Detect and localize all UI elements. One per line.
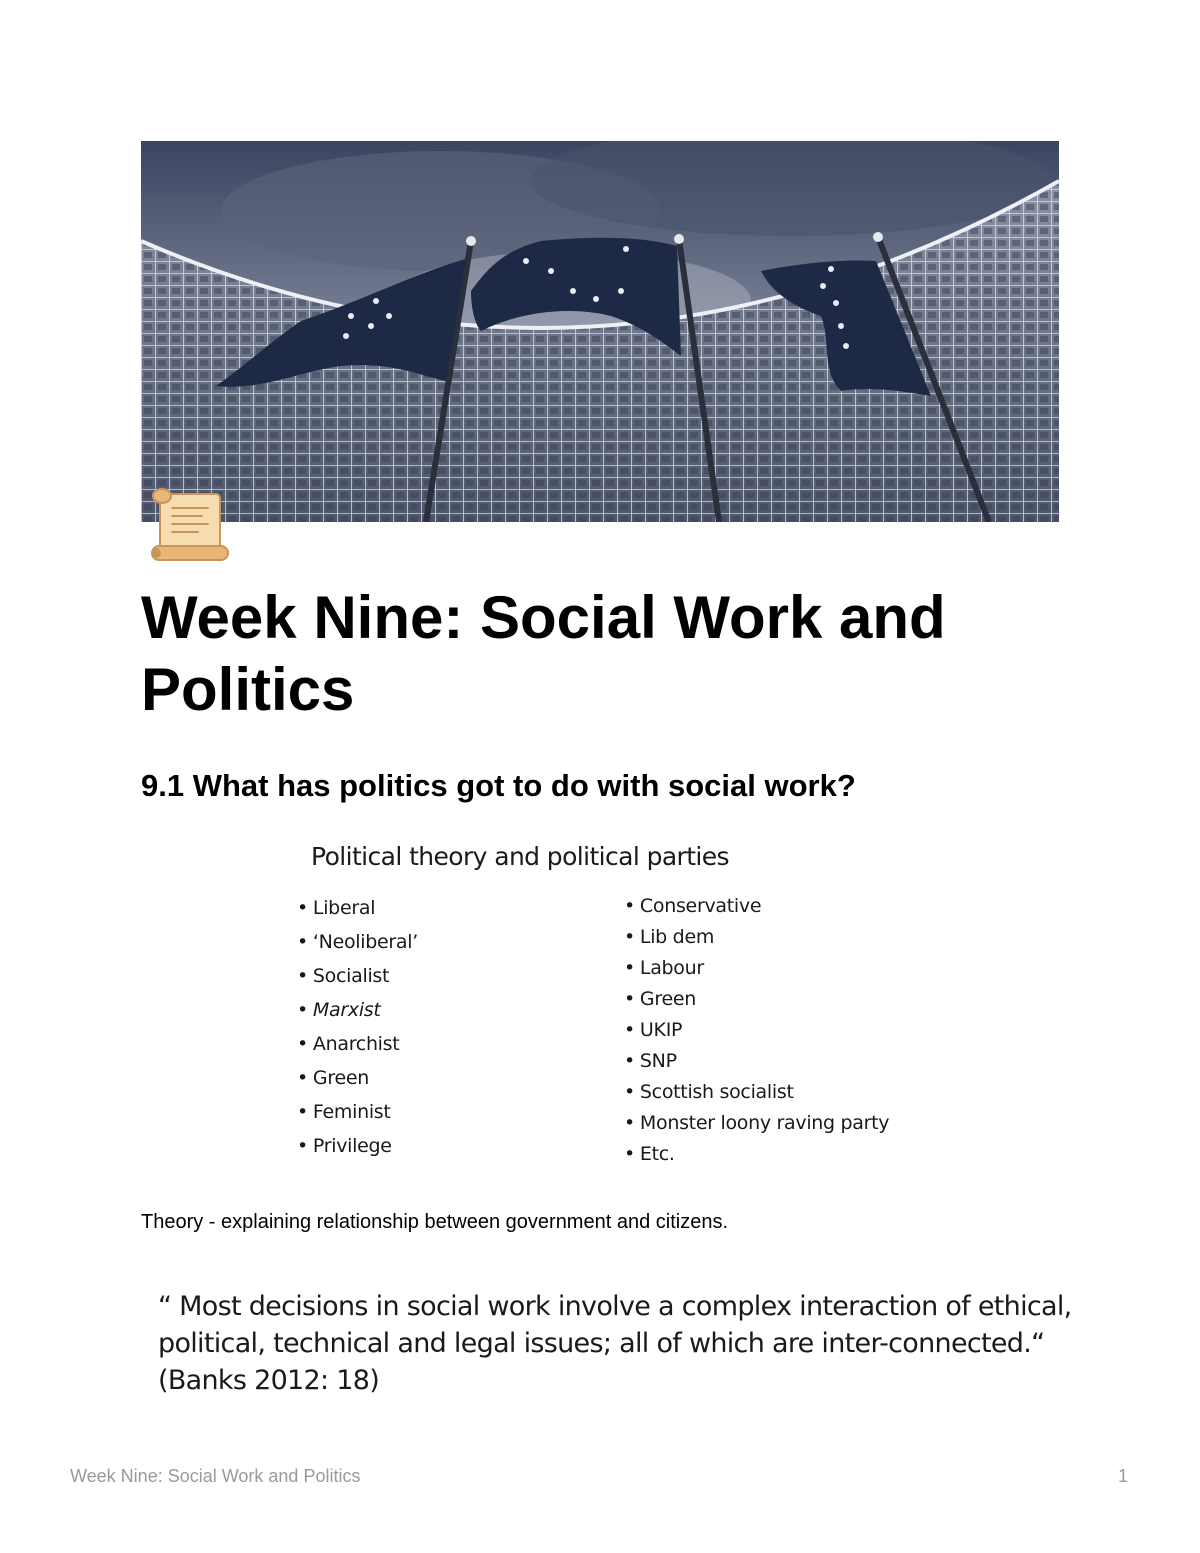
list-item: • UKIP xyxy=(624,1018,889,1049)
list-item: • Conservative xyxy=(624,894,889,925)
list-item: • Privilege xyxy=(297,1134,418,1168)
list-item: • Labour xyxy=(624,956,889,987)
list-item: • Marxist xyxy=(297,998,418,1032)
list-item: • Anarchist xyxy=(297,1032,418,1066)
slide-image xyxy=(295,838,995,1178)
scroll-icon xyxy=(148,486,232,566)
list-item: • Green xyxy=(624,987,889,1018)
list-item: • Etc. xyxy=(624,1142,889,1173)
theory-paragraph: Theory - explaining relationship between government and citizens. xyxy=(141,1211,729,1233)
slide-title: Political theory and political parties xyxy=(311,842,729,871)
section-heading: 9.1 What has politics got to do with social work? xyxy=(141,768,856,803)
quote-image: “ Most decisions in social work involve a complex interaction of ethical, political, technical and legal issues; all of which are inter-connected.“ (Banks 2012: 18) xyxy=(158,1291,1072,1396)
list-item: • Socialist xyxy=(297,964,418,998)
list-item: • Monster loony raving party xyxy=(624,1111,889,1142)
theory-list xyxy=(297,896,418,1168)
list-item: • Feminist xyxy=(297,1100,418,1134)
party-list xyxy=(624,894,889,1173)
page-number: 1 xyxy=(1118,1466,1129,1486)
list-item: • SNP xyxy=(624,1049,889,1080)
list-item: • Green xyxy=(297,1066,418,1100)
list-item: • Liberal xyxy=(297,896,418,930)
banner-image xyxy=(141,141,1059,522)
list-item: • ‘Neoliberal’ xyxy=(297,930,418,964)
list-item: • Scottish socialist xyxy=(624,1080,889,1111)
eu-flags-building-photo xyxy=(141,141,1059,522)
page-title: Week Nine: Social Work and Politics xyxy=(141,584,946,723)
footer-title: Week Nine: Social Work and Politics xyxy=(70,1466,361,1486)
list-item: • Lib dem xyxy=(624,925,889,956)
